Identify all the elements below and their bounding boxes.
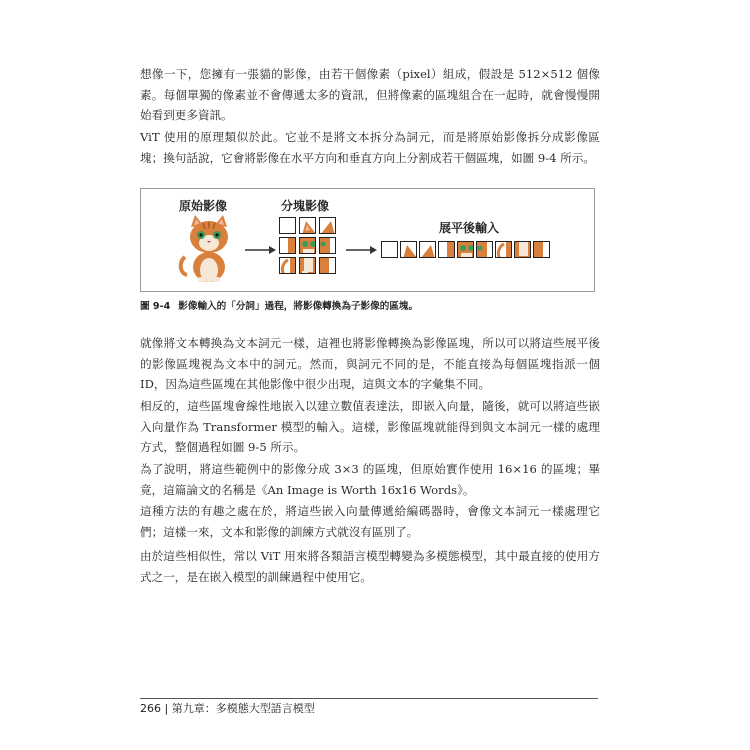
arrow-icon <box>346 245 378 255</box>
patch-tile <box>299 217 316 234</box>
page-footer <box>140 700 315 716</box>
patch-tile <box>533 241 550 258</box>
patch-tile <box>279 237 296 254</box>
label-patched-image: 分塊影像 <box>281 199 330 213</box>
patch-tile <box>319 217 336 234</box>
patch-tile <box>319 237 336 254</box>
flattened-patch-row <box>381 241 581 259</box>
patch-tile <box>381 241 398 258</box>
footer-divider <box>140 698 598 699</box>
patch-tile <box>319 257 336 274</box>
caption-number: 圖 9-4 <box>140 301 171 312</box>
cat-image <box>177 213 237 285</box>
patch-tile <box>419 241 436 258</box>
patch-tile <box>279 257 296 274</box>
page-number: 266 <box>140 702 161 715</box>
patch-tile <box>514 241 531 258</box>
arrow-icon <box>245 245 277 255</box>
paragraph-6: 這種方法的有趣之處在於，將這些嵌入向量傳遞給編碼器時，會像文本詞元一樣處理它們；這樣一來，文本和影像的訓練方式就沒有區別了。 <box>140 504 600 539</box>
patch-tile <box>400 241 417 258</box>
patch-tile <box>279 217 296 234</box>
patch-grid <box>279 217 339 277</box>
figure-9-4 <box>140 188 595 292</box>
paragraph-7: 由於這些相似性，常以 ViT 用來將各類語言模型轉變為多模態模型，其中最直接的使用方式之一，是在嵌入模型的訓練過程中使用它。 <box>140 549 600 584</box>
paragraph-2: ViT 使用的原理類似於此。它並不是將文本拆分為詞元，而是將原始影像拆分成影像區塊；換句話說，它會將影像在水平方向和垂直方向上分割成若干個區塊，如圖 9-4 所示。 <box>140 130 600 165</box>
chapter-title: 第九章：多模態大型語言模型 <box>171 702 315 715</box>
paragraph-1: 想像一下，您擁有一張貓的影像，由若干個像素（pixel）組成，假設是 512×512 個像素。每個單獨的像素並不會傳遞太多的資訊，但將像素的區塊組合在一起時，就會慢慢開始看到更多資訊。 <box>140 67 600 122</box>
patch-tile <box>495 241 512 258</box>
label-original-image: 原始影像 <box>179 199 228 213</box>
patch-tile <box>438 241 455 258</box>
paragraph-4: 相反的，這些區塊會線性地嵌入以建立數值表達法，即嵌入向量，隨後，就可以將這些嵌入向量作為 Transformer 模型的輸入。這樣，影像區塊就能得到與文本詞元一樣的處理方式，整個過程如圖 9-5 所示。 <box>140 399 600 454</box>
label-flattened-input: 展平後輸入 <box>439 221 500 235</box>
patch-tile <box>299 237 316 254</box>
paragraph-3: 就像將文本轉換為文本詞元一樣，這裡也將影像轉換為影像區塊，所以可以將這些展平後的影像區塊視為文本中的詞元。然而，與詞元不同的是，不能直接為每個區塊指派一個 ID，因為這些區塊在其他影像中很少出現，這與文本的字彙集不同。 <box>140 336 600 391</box>
patch-tile <box>299 257 316 274</box>
caption-text: 影像輸入的「分詞」過程，將影像轉換為子影像的區塊。 <box>178 301 419 312</box>
footer-separator: | <box>164 702 169 715</box>
figure-caption <box>140 298 600 312</box>
patch-tile <box>476 241 493 258</box>
patch-tile <box>457 241 474 258</box>
paragraph-5: 為了說明，將這些範例中的影像分成 3×3 的區塊，但原始實作使用 16×16 的區塊；畢竟，這篇論文的名稱是《An Image is Worth 16x16 Words》。 <box>140 462 600 497</box>
